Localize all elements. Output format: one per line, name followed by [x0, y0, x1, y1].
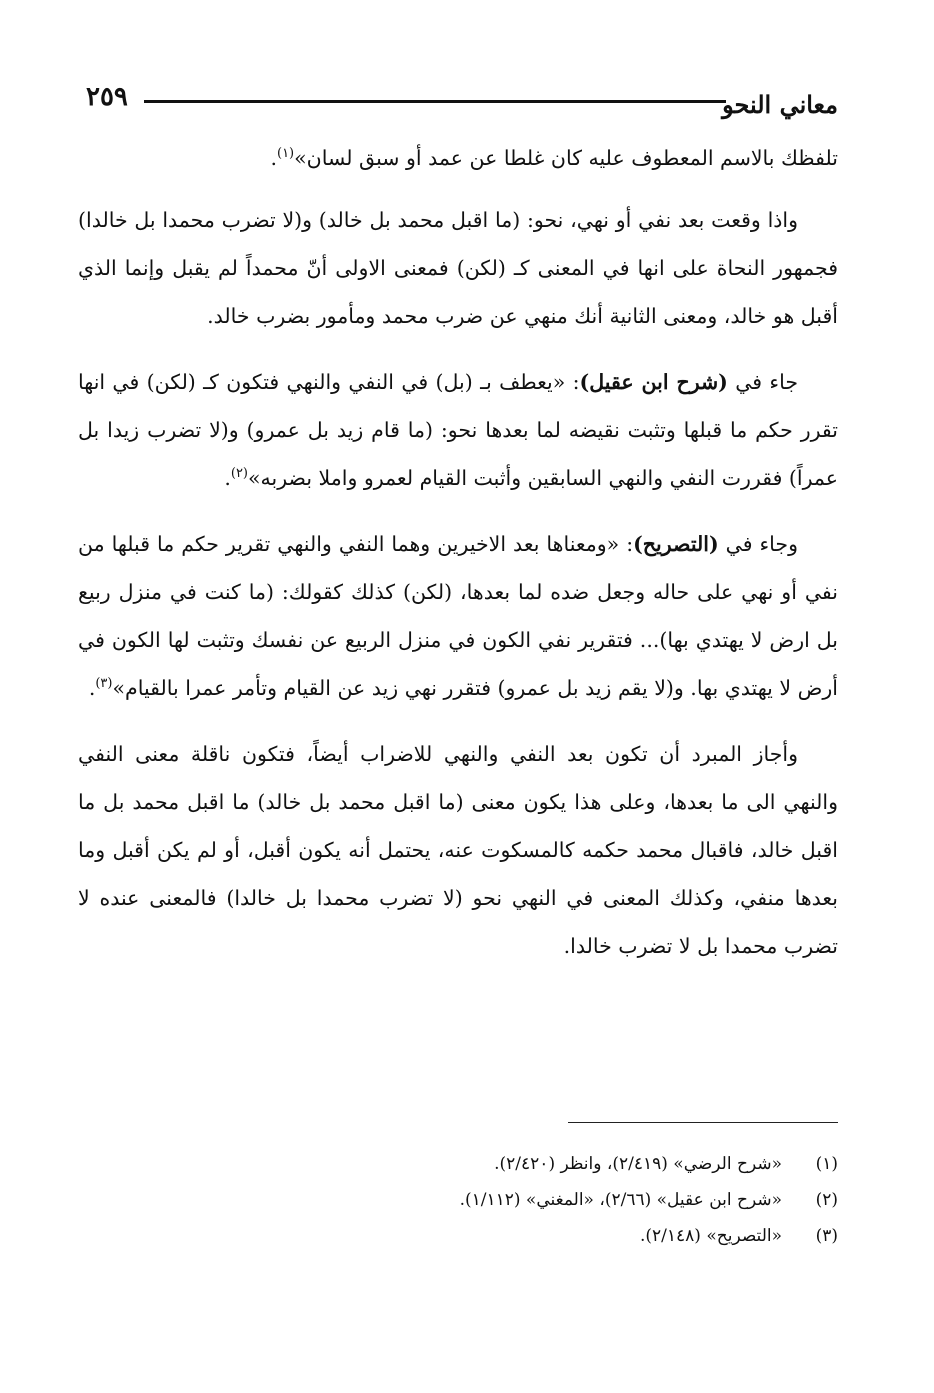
- footnote-ref-3: (٣): [95, 676, 113, 692]
- footnote-text: «شرح الرضي» (٢/٤١٩)، وانظر (٢/٤٢٠).: [494, 1154, 782, 1174]
- footnote-text: «شرح ابن عقيل» (٢/٦٦)، «المغني» (١/١١٢).: [459, 1190, 782, 1210]
- footnote-number: (٢): [815, 1190, 838, 1210]
- footnote-2: [78, 1182, 838, 1218]
- footnote-3: [78, 1218, 838, 1254]
- footnote-separator: [568, 1122, 838, 1123]
- footnote-1: [78, 1146, 838, 1182]
- paragraph-text: واذا وقعت بعد نفي أو نهي، نحو: (ما اقبل محمد بل خالد) و(لا تضرب محمدا بل خالدا) فجمهور النحاة على انها في المعنى كـ (لكن) فمعنى الاولى أنّ محمداً لم يقبل وإنما الذي أقبل هو خالد، ومعنى الثانية أنك منهي عن ضرب محمد ومأمور بضرب خالد.: [78, 208, 838, 328]
- header-rule: [144, 100, 726, 103]
- paragraph-text: تلفظك بالاسم المعطوف عليه كان غلطا عن عمد أو سبق لسان»: [294, 146, 838, 170]
- paragraph-text: وأجاز المبرد أن تكون بعد النفي والنهي للاضراب أيضاً، فتكون ناقلة معنى النفي والنهي الى ما بعدها، وعلى هذا يكون معنى (ما اقبل محمد بل خالد) ما اقبل محمد بل ما اقبل خالد، فاقبال محمد حكمه كالمسكوت عنه، يحتمل أنه يكون أقبل، أو لم يكن أقبل وما بعدها منفي، وكذلك المعنى في النهي نحو (لا تضرب محمدا بل خالدا) فالمعنى عنده لا تضرب محمدا بل لا تضرب خالدا.: [78, 742, 838, 958]
- footnote-ref-2: (٢): [230, 466, 248, 482]
- page-header: [80, 78, 838, 124]
- footnote-number: (٣): [815, 1226, 838, 1246]
- paragraph-end: .: [270, 146, 277, 170]
- paragraph-lead: وجاء في: [718, 532, 798, 556]
- paragraph-lead: جاء في: [727, 370, 798, 394]
- source-title: (شرح ابن عقيل): [579, 370, 728, 394]
- page-number: ٢٥٩: [86, 82, 128, 112]
- footnote-ref-1: (١): [276, 146, 295, 162]
- paragraph-2: [78, 196, 838, 340]
- main-text: [78, 134, 838, 988]
- paragraph-text: : «ومعناها بعد الاخيرين وهما النفي والنهي تقرير حكم ما قبلها من نفي أو نهي على حاله وجعل ضده لما بعدها، (لكن) كذلك كقولك: (ما كنت في منزل ربيع بل ارض لا يهتدي بها)... فتقرير نفي الكون في منزل الربيع عن نفسك وتثبت لها الكون في أرض لا يهتدي بها. و(لا يقم زيد بل عمرو) فتقرر نهي زيد عن القيام وتأمر عمرا بالقيام»: [78, 532, 838, 700]
- paragraph-5: [78, 730, 838, 970]
- paragraph-4: [78, 520, 838, 712]
- footnotes: [78, 1146, 838, 1254]
- running-title: معاني النحو: [722, 90, 838, 119]
- footnote-number: (١): [815, 1154, 838, 1174]
- paragraph-1: [78, 134, 838, 182]
- paragraph-text: : «يعطف بـ (بل) في النفي والنهي فتكون كـ (لكن) في انها تقرر حكم ما قبلها وتثبت نقيضه لما بعدها نحو: (ما قام زيد بل عمرو) و(لا تضرب زيدا بل عمراً) فقررت النفي والنهي السابقين وأثبت القيام لعمرو واملا بضربه»: [78, 370, 838, 490]
- paragraph-3: [78, 358, 838, 502]
- paragraph-end: .: [224, 466, 231, 490]
- paragraph-end: .: [88, 676, 96, 700]
- footnote-text: «التصريح» (٢/١٤٨).: [639, 1226, 782, 1246]
- source-title: (التصريح): [633, 532, 719, 556]
